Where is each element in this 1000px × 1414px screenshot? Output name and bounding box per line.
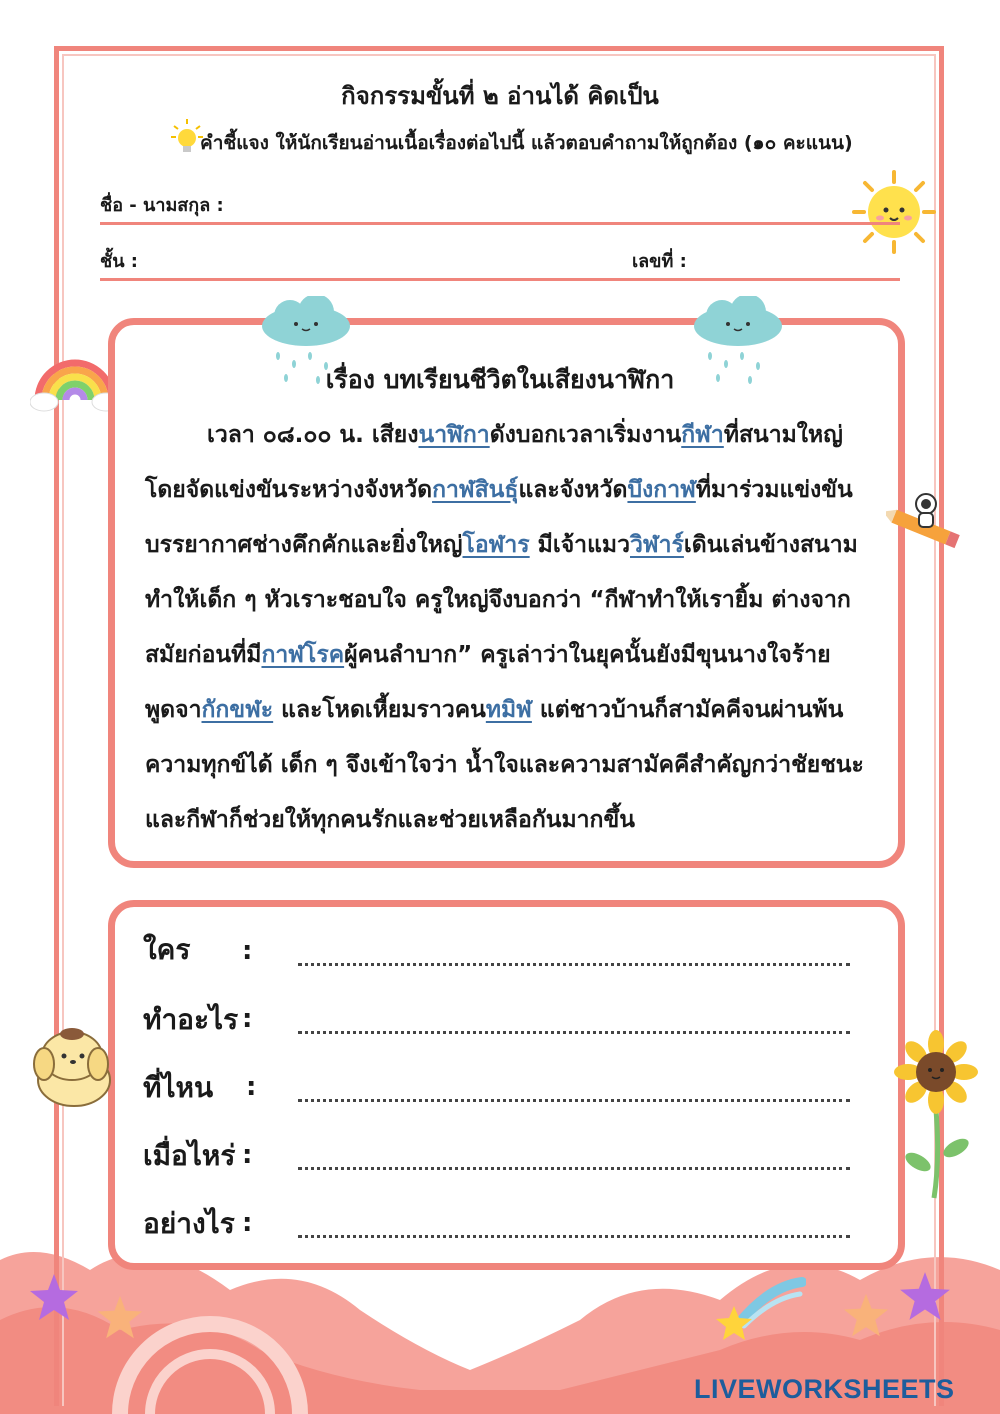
star-icon	[898, 1270, 952, 1324]
worksheet-title: กิจกรรมขั้นที่ ๒ อ่านได้ คิดเป็น	[341, 82, 659, 110]
class-line	[100, 278, 900, 281]
answer-who-line[interactable]	[298, 960, 850, 966]
story-text-segment: ผู้คนลำบาก” ครูเล่าว่าในยุคนั้นยังมีขุนนางใจร้าย	[344, 642, 831, 668]
question-when-label: เมื่อไหร่	[143, 1139, 236, 1172]
story-line	[145, 683, 875, 738]
story-keyword: โอฬาร	[462, 532, 530, 558]
story-text-segment: และจังหวัด	[518, 477, 628, 503]
name-label: ชื่อ - นามสกุล :	[100, 195, 224, 216]
story-title: เรื่อง บทเรียนชีวิตในเสียงนาฬิกา	[325, 365, 675, 394]
colon: :	[242, 936, 253, 966]
question-who-label: ใคร	[143, 933, 191, 966]
class-label: ชั้น :	[100, 251, 138, 272]
sunflower-icon	[890, 1030, 980, 1200]
story-text-segment: ความทุกข์ได้ เด็ก ๆ จึงเข้าใจว่า น้ำใจและความสามัคคีสำคัญกว่าชัยชนะ	[145, 752, 864, 778]
astronaut-pencil-icon	[886, 488, 966, 556]
story-keyword: กีฬา	[681, 422, 724, 448]
story-keyword: วิฬาร์	[630, 532, 684, 558]
story-line	[145, 518, 875, 573]
answer-where-line[interactable]	[298, 1096, 850, 1102]
shooting-star-icon	[710, 1276, 806, 1348]
story-text	[145, 408, 875, 848]
story-line	[145, 738, 875, 793]
answer-when-line[interactable]	[298, 1164, 850, 1170]
story-text-segment: ดังบอกเวลาเริ่มงาน	[489, 422, 682, 448]
colon: :	[242, 1004, 253, 1034]
story-text-segment: โดยจัดแข่งขันระหว่างจังหวัด	[145, 477, 433, 503]
footer-brand: LIVEWORKSHEETS	[694, 1374, 955, 1404]
story-text-segment: สมัยก่อนที่มี	[145, 642, 262, 668]
story-text-segment: เดินเล่นข้างสนาม	[683, 532, 858, 558]
instruction-text: คำชี้แจง ให้นักเรียนอ่านเนื้อเรื่องต่อไปนี้ แล้วตอบคำถามให้ถูกต้อง (๑๐ คะแนน)	[200, 132, 853, 154]
story-text-segment: มีเจ้าแมว	[529, 532, 630, 558]
story-keyword: บึงกาฬ	[627, 477, 696, 503]
colon: :	[242, 1140, 253, 1170]
story-text-segment: และกีฬาก็ช่วยให้ทุกคนรักและช่วยเหลือกันมากขึ้น	[145, 807, 635, 833]
story-text-segment: บรรยากาศช่างคึกคักและยิ่งใหญ่	[145, 532, 463, 558]
story-keyword: กาฬสินธุ์	[432, 477, 519, 503]
story-text-segment: แต่ชาวบ้านก็สามัคคีจนผ่านพ้น	[531, 697, 844, 723]
story-text-segment: ทำให้เด็ก ๆ หัวเราะชอบใจ ครูใหญ่จึงบอกว่า “กีฬาทำให้เรายิ้ม ต่างจาก	[145, 587, 851, 613]
story-line	[145, 408, 875, 463]
story-keyword: กาฬโรค	[261, 642, 345, 668]
story-line	[145, 463, 875, 518]
story-text-segment: เวลา ๐๘.๐๐ น. เสียง	[207, 422, 419, 448]
story-text-segment: พูดจา	[145, 697, 202, 723]
question-where-label: ที่ไหน	[143, 1071, 214, 1104]
puppy-icon	[26, 1024, 122, 1108]
story-text-segment: และโหดเหี้ยมราวคน	[273, 697, 486, 723]
story-text-segment: ที่มาร่วมแข่งขัน	[695, 477, 853, 503]
lightbulb-icon	[170, 118, 204, 158]
name-line	[100, 222, 900, 225]
story-keyword: กักขฬะ	[201, 697, 274, 723]
star-icon	[28, 1272, 80, 1324]
star-icon	[842, 1292, 890, 1340]
story-line	[145, 573, 875, 628]
colon: :	[246, 1072, 257, 1102]
star-icon	[96, 1294, 144, 1342]
answer-what-line[interactable]	[298, 1028, 850, 1034]
story-line	[145, 628, 875, 683]
question-how-label: อย่างไร	[143, 1207, 235, 1240]
sun-icon	[848, 170, 940, 254]
number-label: เลขที่ :	[632, 251, 687, 272]
colon: :	[242, 1208, 253, 1238]
story-text-segment: ที่สนามใหญ่	[723, 422, 843, 448]
question-what-label: ทำอะไร	[143, 1003, 239, 1036]
story-line	[145, 793, 875, 848]
story-keyword: นาฬิกา	[418, 422, 490, 448]
answer-how-line[interactable]	[298, 1232, 850, 1238]
story-keyword: ทมิฬ	[485, 697, 532, 723]
